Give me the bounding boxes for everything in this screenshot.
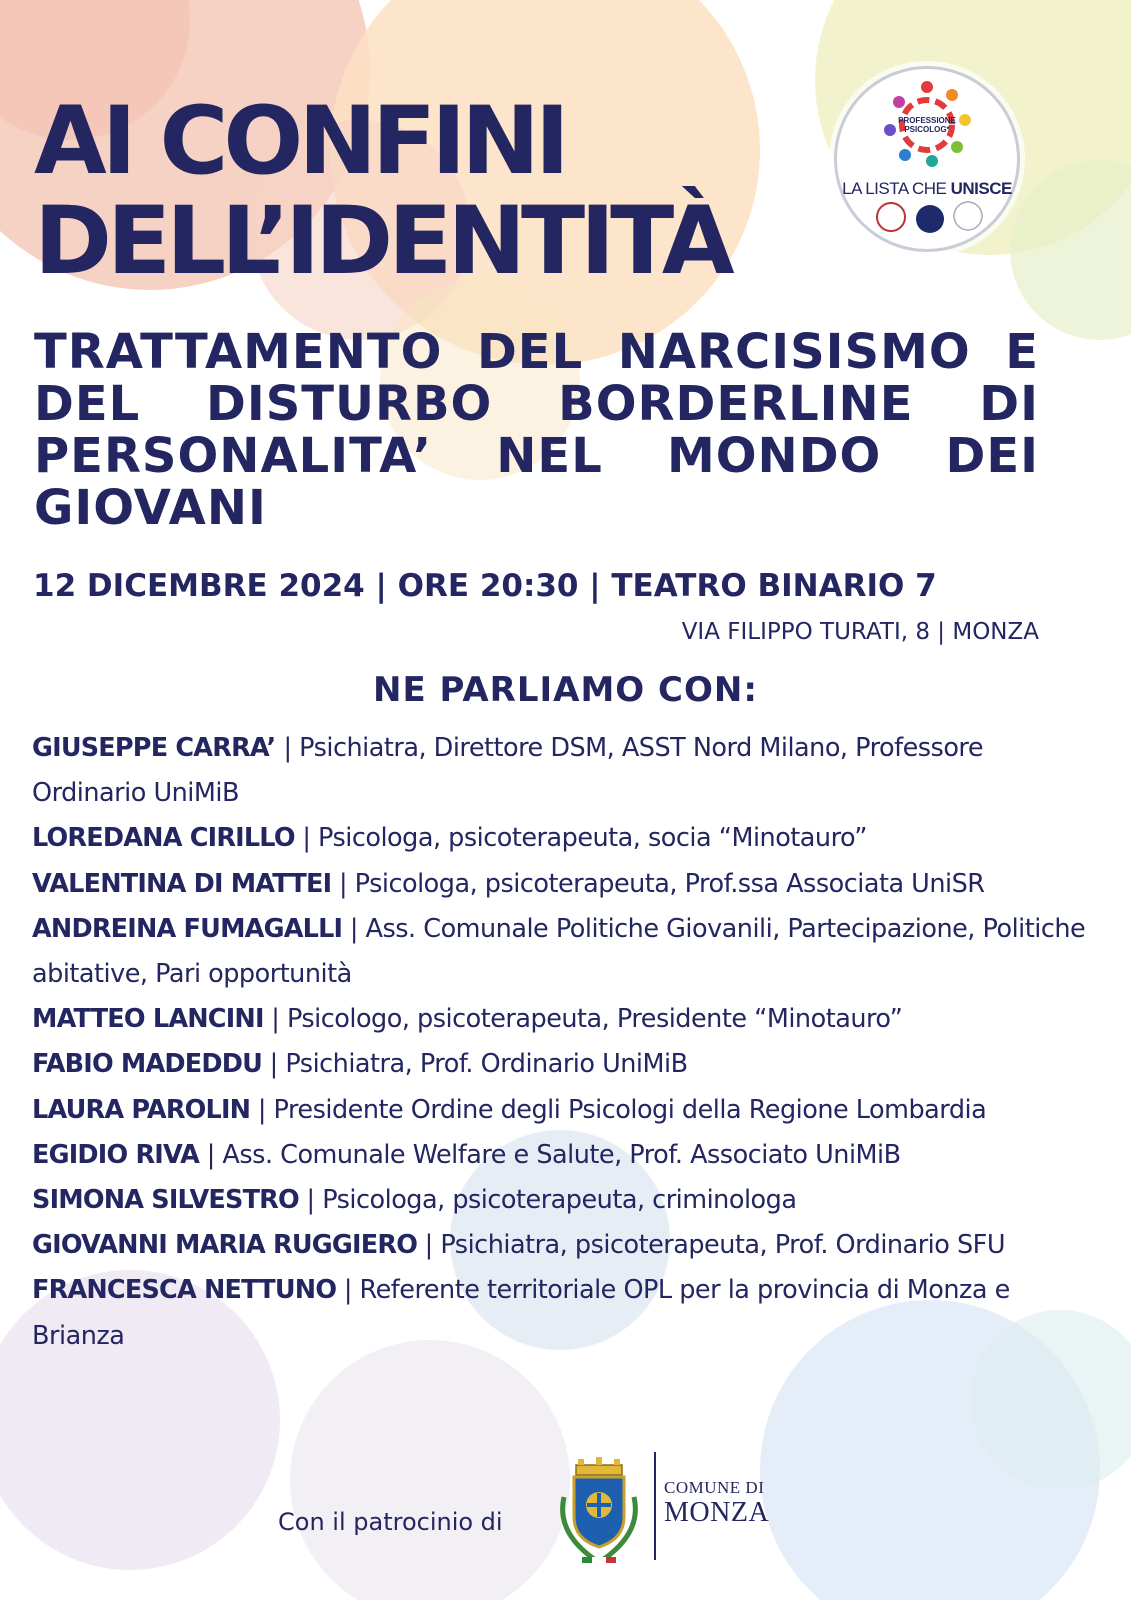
crest-divider (654, 1452, 656, 1560)
speaker-role: | Referente territoriale OPL per la provincia di Monza e Brianza (32, 1275, 1010, 1351)
speaker-name: GIUSEPPE CARRA’ (32, 733, 284, 763)
speaker-name: FRANCESCA NETTUNO (32, 1275, 337, 1306)
speaker-role: | Psicologa, psicoterapeuta, criminologa (298, 1185, 797, 1216)
speaker-item (32, 1268, 1092, 1358)
lista-che-unisce-logo (834, 66, 1020, 252)
monza-crest-icon (554, 1457, 644, 1572)
speaker-name: VALENTINA DI MATTEI (32, 868, 332, 899)
speaker-item (32, 816, 1092, 861)
comune-line-1: COMUNE DI (664, 1478, 765, 1497)
speaker-item (32, 907, 1092, 997)
speaker-role: | Psicologa, psicoterapeuta, socia “Minotauro” (294, 823, 867, 854)
patronage-text: Con il patrocinio di (278, 1508, 503, 1536)
partner-badges-icon (875, 199, 985, 235)
comune-name (664, 1478, 769, 1528)
speaker-item (32, 1133, 1092, 1178)
speaker-name: EGIDIO RIVA (32, 1139, 200, 1170)
speaker-role: | Psichiatra, Prof. Ordinario UniMiB (262, 1049, 688, 1080)
speaker-name: LOREDANA CIRILLO (32, 823, 295, 854)
logo-label-light: LA LISTA CHE (842, 179, 951, 198)
speaker-name: ANDREINA FUMAGALLI (32, 913, 343, 944)
speaker-item (32, 1088, 1092, 1133)
speaker-name: FABIO MADEDDU (32, 1049, 263, 1080)
speaker-item (32, 1223, 1092, 1268)
speaker-list (32, 726, 1092, 1359)
speaker-role: | Psicologo, psicoterapeuta, Presidente “Minotauro” (263, 1004, 903, 1035)
event-subtitle: TRATTAMENTO DEL NARCISISMO E DEL DISTURBO BORDERLINE DI PERSONALITA’ NEL MONDO DEI GIOVANI (34, 324, 1039, 536)
event-title (34, 87, 730, 296)
speaker-name: GIOVANNI MARIA RUGGIERO (32, 1230, 418, 1261)
speaker-item (32, 726, 1092, 816)
speaker-role: | Ass. Comunale Politiche Giovanili, Partecipazione, Politiche abitative, Pari opportunità (32, 913, 1086, 990)
logo-label (837, 179, 1017, 199)
title-line-2: DELL’IDENTITÀ (34, 187, 730, 296)
logo-inner-text-1: PROFESSIONE (898, 116, 956, 125)
people-circle-icon (877, 75, 977, 175)
speaker-role: | Psichiatra, Direttore DSM, ASST Nord Milano, Professore Ordinario UniMiB (32, 733, 984, 809)
speaker-role: | Psichiatra, psicoterapeuta, Prof. Ordinario SFU (417, 1230, 1005, 1261)
speaker-name: LAURA PAROLIN (32, 1094, 251, 1125)
speaker-name: SIMONA SILVESTRO (32, 1185, 299, 1216)
speaker-item (32, 1178, 1092, 1223)
logo-label-bold: UNISCE (950, 179, 1012, 198)
speaker-name: MATTEO LANCINI (32, 1004, 264, 1035)
speaker-item (32, 1042, 1092, 1087)
title-line-1: AI CONFINI (34, 87, 565, 196)
speaker-role: | Presidente Ordine degli Psicologi della Regione Lombardia (250, 1094, 987, 1125)
speaker-role: | Ass. Comunale Welfare e Salute, Prof. Associato UniMiB (199, 1139, 901, 1170)
logo-inner-text-2: PSICOLOG* (904, 125, 950, 134)
speakers-heading: NE PARLIAMO CON: (373, 670, 758, 710)
event-date-time-venue: 12 DICEMBRE 2024 | ORE 20:30 | TEATRO BINARIO 7 (33, 568, 937, 604)
speaker-item (32, 862, 1092, 907)
event-address: VIA FILIPPO TURATI, 8 | MONZA (681, 619, 1039, 645)
speaker-role: | Psicologa, psicoterapeuta, Prof.ssa Associata UniSR (331, 868, 985, 899)
comune-line-2: MONZA (664, 1497, 770, 1528)
speaker-item (32, 997, 1092, 1042)
